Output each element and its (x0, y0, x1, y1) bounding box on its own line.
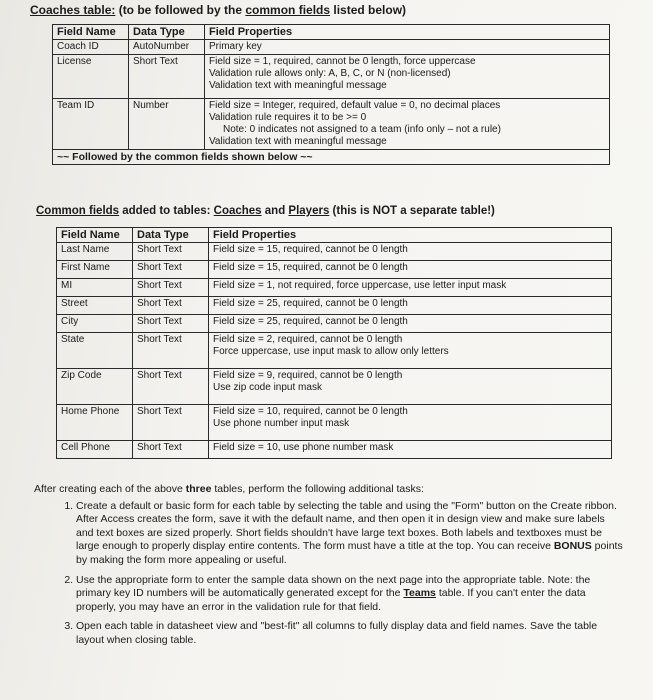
field-name-cell: City (57, 315, 133, 333)
property-line: Use zip code input mask (213, 382, 322, 393)
field-properties-cell (205, 99, 610, 150)
coaches-col-data-type: Data Type (129, 25, 205, 40)
coaches-heading-text-end: listed below) (330, 3, 407, 17)
table-row (57, 405, 612, 441)
common-heading-text-end: (this is NOT a separate table!) (329, 205, 495, 217)
table-row (53, 40, 610, 55)
table-row (57, 297, 612, 315)
common-heading-players: Players (288, 205, 330, 217)
property-line: Force uppercase, use input mask to allow only letters (213, 346, 449, 357)
field-name-cell: Coach ID (53, 40, 129, 55)
field-name-cell: Street (57, 297, 133, 315)
field-name-cell: Cell Phone (57, 441, 133, 459)
field-properties-cell (209, 297, 612, 315)
field-properties-cell (209, 369, 612, 405)
field-name-cell: Team ID (53, 99, 129, 150)
common-heading-text: added to tables: (119, 205, 214, 217)
list-item: 2. Use the appropriate form to enter the sample data shown on the next page into the appropriate table. Note: the primary key ID numbers will be automatically generated except for the Teams table. If you can't enter the data properly, you may have an error in the validation rule for that field. (76, 574, 624, 615)
field-name-cell: Home Phone (57, 405, 133, 441)
coaches-footer-row (53, 150, 610, 165)
coaches-col-field-properties: Field Properties (205, 25, 610, 40)
coaches-col-field-name: Field Name (53, 25, 129, 40)
common-col-field-name: Field Name (57, 228, 133, 243)
table-row (57, 315, 612, 333)
field-properties-cell (205, 55, 610, 99)
property-line: Field size = 1, required, cannot be 0 length, force uppercase (209, 56, 476, 67)
field-properties-cell (209, 243, 612, 261)
property-line: Field size = 15, required, cannot be 0 length (213, 262, 408, 273)
common-header-row (57, 228, 612, 243)
coaches-footer-note: ~~ Followed by the common fields shown below ~~ (53, 150, 610, 165)
property-line: Field size = 9, required, cannot be 0 length (213, 370, 403, 381)
property-line: Field size = 1, not required, force uppercase, use letter input mask (213, 280, 507, 291)
field-name-cell: Zip Code (57, 369, 133, 405)
field-name-cell: License (53, 55, 129, 99)
data-type-cell: Short Text (133, 279, 209, 297)
common-fields-heading (36, 205, 495, 217)
data-type-cell: AutoNumber (129, 40, 205, 55)
property-line: Validation text with meaningful message (209, 80, 387, 91)
list-item: 3. Open each table in datasheet view and "best-fit" all columns to fully display data and field names. Save the table layout when closing table. (76, 620, 624, 647)
coaches-heading-text: (to be followed by the (115, 3, 246, 17)
coaches-heading-label: Coaches table: (30, 3, 116, 17)
coaches-table (52, 24, 610, 165)
field-name-cell: MI (57, 279, 133, 297)
data-type-cell: Short Text (133, 369, 209, 405)
field-properties-cell (209, 279, 612, 297)
field-name-cell: First Name (57, 261, 133, 279)
property-line: Use phone number input mask (213, 418, 350, 429)
data-type-cell: Short Text (133, 405, 209, 441)
additional-tasks (34, 483, 624, 654)
table-row (57, 333, 612, 369)
coaches-heading-common-fields: common fields (245, 3, 331, 17)
table-row (53, 99, 610, 150)
data-type-cell: Short Text (133, 333, 209, 369)
data-type-cell: Short Text (133, 243, 209, 261)
data-type-cell: Short Text (129, 55, 205, 99)
field-properties-cell (209, 405, 612, 441)
common-col-field-properties: Field Properties (209, 228, 612, 243)
property-line: Field size = 10, use phone number mask (213, 442, 394, 453)
field-name-cell: Last Name (57, 243, 133, 261)
common-fields-table (56, 227, 612, 459)
property-line: Field size = 10, required, cannot be 0 length (213, 406, 408, 417)
property-note: Note: 0 indicates not assigned to a team (info only – not a rule) (223, 124, 501, 135)
table-row (57, 369, 612, 405)
common-heading-common-fields: Common fields (36, 205, 120, 217)
property-line: Validation rule allows only: A, B, C, or N (non-licensed) (209, 68, 451, 79)
table-row (57, 441, 612, 459)
tasks-intro: After creating each of the above three tables, perform the following additional tasks: (34, 483, 424, 495)
property-line: Field size = 25, required, cannot be 0 length (213, 298, 408, 309)
coaches-table-heading (30, 3, 406, 17)
field-properties-cell (209, 315, 612, 333)
task-list (34, 500, 624, 648)
field-properties-cell (209, 261, 612, 279)
field-properties-cell (205, 40, 610, 55)
field-properties-cell (209, 441, 612, 459)
data-type-cell: Number (129, 99, 205, 150)
property-line: Field size = 15, required, cannot be 0 length (213, 244, 408, 255)
coaches-header-row (53, 25, 610, 40)
property-line: Validation rule requires it to be >= 0 (209, 112, 367, 123)
property-line: Primary key (209, 41, 262, 52)
data-type-cell: Short Text (133, 315, 209, 333)
property-line: Field size = 25, required, cannot be 0 length (213, 316, 408, 327)
property-line: Field size = 2, required, cannot be 0 length (213, 334, 403, 345)
list-item: 1. Create a default or basic form for each table by selecting the table and using the "Form" button on the Create ribbon. After Access creates the form, save it with the default name, and then open it in design view and make sure labels and text boxes are sized properly. Short fields shouldn't have large text boxes. Both labels and textboxes must be large enough to properly display entire contents. The form must have a title at the top. You can receive BONUS points by making the form more appealing or useful. (76, 500, 624, 568)
data-type-cell: Short Text (133, 261, 209, 279)
field-properties-cell (209, 333, 612, 369)
property-line: Validation text with meaningful message (209, 136, 387, 147)
data-type-cell: Short Text (133, 297, 209, 315)
table-row (57, 279, 612, 297)
common-heading-and: and (261, 205, 289, 217)
common-col-data-type: Data Type (133, 228, 209, 243)
table-row (57, 261, 612, 279)
table-row (57, 243, 612, 261)
table-row (53, 55, 610, 99)
property-line: Field size = Integer, required, default value = 0, no decimal places (209, 100, 501, 111)
data-type-cell: Short Text (133, 441, 209, 459)
field-name-cell: State (57, 333, 133, 369)
common-heading-coaches: Coaches (213, 205, 262, 217)
